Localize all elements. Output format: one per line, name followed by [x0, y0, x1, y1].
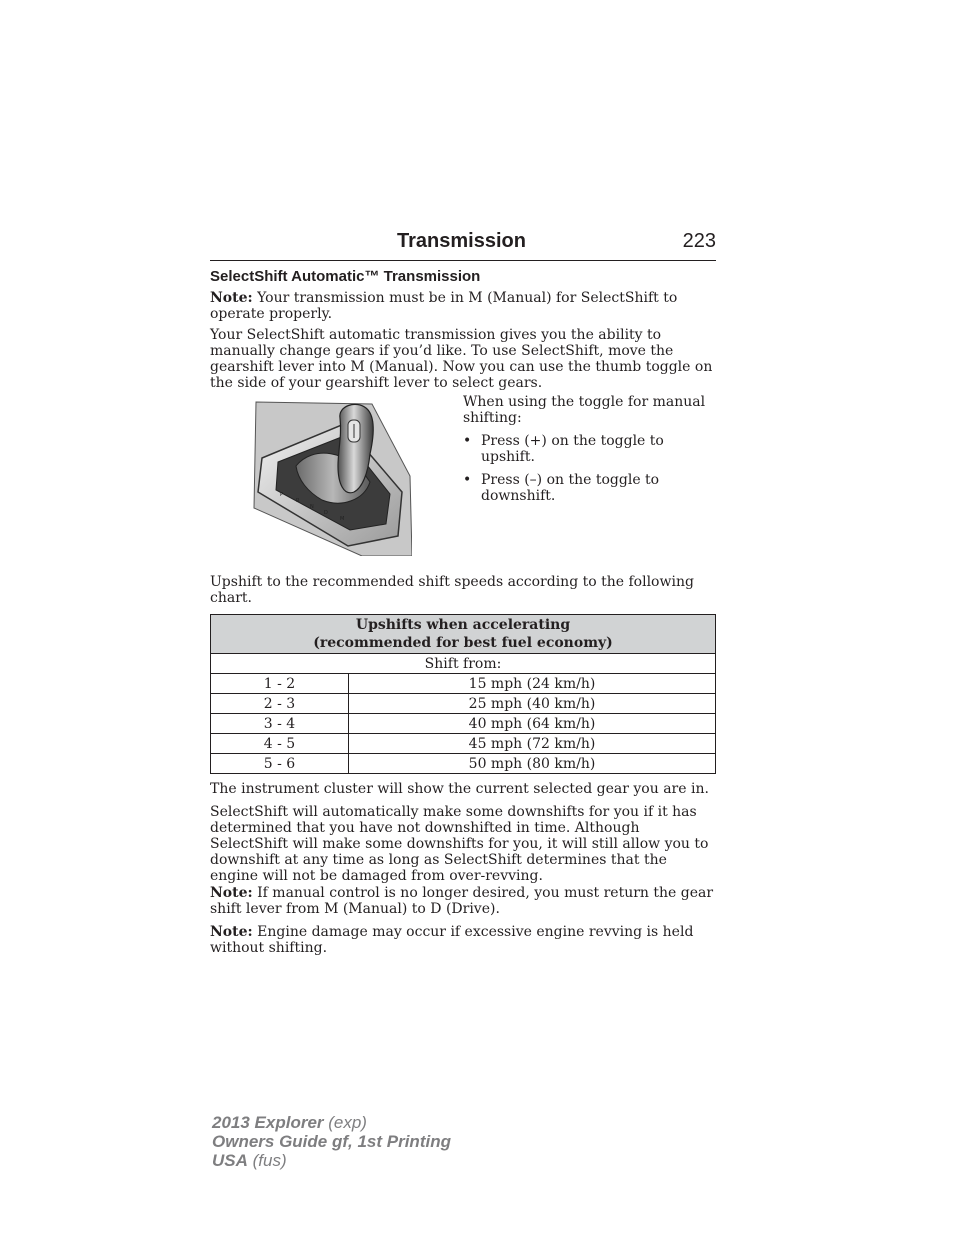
- gear-cell: 4 - 5: [211, 734, 349, 754]
- speed-cell: 15 mph (24 km/h): [349, 674, 716, 694]
- cluster-paragraph: The instrument cluster will show the current selected gear you are in.: [210, 781, 709, 797]
- intro-paragraph: Your SelectShift automatic transmission gives you the ability to manually change gears if you’d like. To use SelectShift, move the gearshift lever into M (Manual). Now you can use the thumb toggle on the side of your gearshift lever to select gears.: [210, 327, 713, 391]
- gear-cell: 3 - 4: [211, 714, 349, 734]
- list-item-text: Press (+) on the toggle to upshift.: [481, 433, 664, 465]
- toggle-intro: When using the toggle for manual shifting:: [463, 394, 706, 426]
- bullet-glyph: •: [463, 433, 472, 449]
- bullet-glyph: •: [463, 472, 472, 488]
- footer-line-3: USA (fus): [212, 1151, 287, 1170]
- document-footer: [212, 1113, 451, 1170]
- chart-intro-paragraph: Upshift to the recommended shift speeds according to the following chart.: [210, 574, 694, 606]
- gear-cell: 2 - 3: [211, 694, 349, 714]
- gear-cell: 1 - 2: [211, 674, 349, 694]
- list-item-downshift: [463, 472, 716, 504]
- note-operate-properly: [210, 290, 716, 322]
- list-item-upshift: [463, 433, 716, 465]
- table-title: [211, 615, 716, 654]
- section-heading: SelectShift Automatic™ Transmission: [210, 268, 481, 285]
- speed-cell: 40 mph (64 km/h): [349, 714, 716, 734]
- gearshift-lever-illustration: [252, 396, 412, 556]
- downshift-paragraph: SelectShift will automatically make some downshifts for you if it has determined that you have not downshifted in time. Although SelectShift will make some downshifts for you, it will still allow you to downshift at any time as long as SelectShift determines that the engine will not be damaged from over-revving.: [210, 804, 709, 884]
- table-row: [211, 674, 716, 694]
- table-subheader: Shift from:: [211, 654, 716, 674]
- gear-letter-r: R: [296, 498, 300, 504]
- speed-cell: 45 mph (72 km/h): [349, 734, 716, 754]
- speed-cell: 50 mph (80 km/h): [349, 754, 716, 774]
- gear-cell: 5 - 6: [211, 754, 349, 774]
- note-text: Your transmission must be in M (Manual) for SelectShift to operate properly.: [210, 290, 678, 322]
- note-text: If manual control is no longer desired, you must return the gear shift lever from M (Manual) to D (Drive).: [210, 885, 714, 917]
- list-item-text: Press (–) on the toggle to downshift.: [481, 472, 660, 504]
- table-row: [211, 714, 716, 734]
- note-label: Note:: [210, 290, 253, 306]
- table-row: [211, 754, 716, 774]
- speed-cell: 25 mph (40 km/h): [349, 694, 716, 714]
- gear-letter-n: N: [310, 504, 314, 510]
- page-number: 223: [682, 230, 716, 252]
- note-manual-control: [210, 885, 716, 917]
- table-title-line-2: (recommended for best fuel economy): [313, 635, 613, 651]
- page-header: [210, 230, 716, 261]
- page-title: Transmission: [397, 230, 526, 252]
- upshift-speed-table: [210, 614, 716, 774]
- table-row: [211, 734, 716, 754]
- note-engine-damage: [210, 924, 716, 956]
- table-title-line-1: Upshifts when accelerating: [355, 617, 571, 633]
- footer-line-2: Owners Guide gf, 1st Printing: [212, 1132, 451, 1151]
- table-row: [211, 694, 716, 714]
- note-label: Note:: [210, 885, 253, 901]
- footer-line-1: 2013 Explorer (exp): [212, 1113, 367, 1132]
- gear-letter-d: D: [324, 510, 328, 516]
- gear-letter-p: P: [280, 492, 284, 498]
- note-label: Note:: [210, 924, 253, 940]
- gear-letter-m: M: [340, 516, 345, 522]
- note-text: Engine damage may occur if excessive engine revving is held without shifting.: [210, 924, 694, 956]
